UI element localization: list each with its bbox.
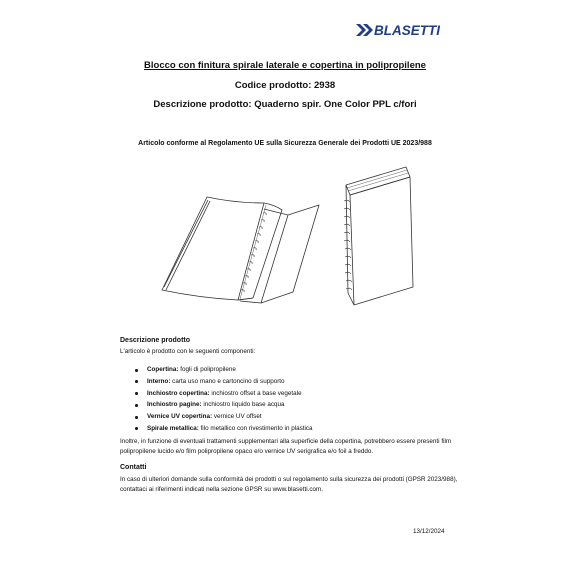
description-intro: L'articolo è prodotto con le seguenti componenti:: [120, 348, 256, 355]
component-value: inchiostro liquido base acqua: [201, 401, 285, 409]
regulation-statement: Articolo conforme al Regolamento UE sulla Sicurezza Generale dei Prodotti UE 2023/988: [138, 140, 432, 147]
description-heading: Descrizione prodotto: [120, 337, 191, 344]
list-item: [120, 388, 460, 400]
contacts-paragraph: In caso di ulteriori domande sulla conformità dei prodotti o sul regolamento sulla sicurezza dei prodotti (GPSR 2023/988), contattaci ai riferimenti indicati nella sezione GPSR su www.blasetti.com.: [120, 476, 458, 493]
logo-wordmark: BLASETTI: [374, 23, 440, 38]
list-item: [120, 423, 460, 435]
component-value: inchiostro offset a base vegetale: [209, 389, 302, 397]
bullet-icon: [135, 392, 138, 395]
components-list: [120, 364, 460, 435]
additional-treatments-paragraph: Inoltre, in funzione di eventuali trattamenti supplementari alla superficie della copertina, potrebbero essere presenti film polipropilene lucido e/o film polipropilene opaco e/o vernice UV serigrafica e/o foil a freddo.: [120, 438, 452, 455]
bullet-icon: [135, 404, 138, 407]
component-value: fogli di polipropilene: [178, 366, 236, 373]
component-label: Copertina:: [147, 366, 179, 373]
component-value: carta uso mano e cartoncino di supporto: [170, 377, 285, 385]
component-label: Inchiostro pagine:: [147, 401, 202, 409]
component-value: vernice UV offset: [212, 413, 262, 421]
list-item: [120, 399, 460, 411]
list-item: [120, 411, 460, 423]
contacts-heading: Contatti: [120, 464, 147, 471]
bullet-icon: [135, 369, 138, 372]
brand-logo: [356, 22, 448, 38]
bullet-icon: [135, 427, 138, 430]
component-label: Vernice UV copertina:: [147, 413, 213, 421]
component-label: Spirale metallica:: [147, 424, 199, 432]
product-code: Codice prodotto: 2938: [234, 80, 336, 91]
product-description: Descrizione prodotto: Quaderno spir. One Color PPL c/fori: [153, 99, 417, 110]
document-title: Blocco con finitura spirale laterale e copertina in polipropilene: [144, 60, 426, 71]
closed-notebook-drawing: [344, 167, 413, 305]
bullet-icon: [135, 380, 138, 383]
bullet-icon: [135, 416, 138, 419]
notebook-illustrations: [160, 165, 420, 310]
open-notebook-drawing: [162, 197, 319, 303]
blasetti-logo-icon: [356, 22, 448, 38]
component-label: Inchiostro copertina:: [147, 389, 210, 397]
component-value: filo metallico con rivestimento in plastica: [198, 424, 313, 432]
list-item: [120, 364, 460, 376]
list-item: [120, 376, 460, 388]
document-date: 13/12/2024: [413, 528, 445, 535]
component-label: Interno:: [147, 377, 171, 385]
